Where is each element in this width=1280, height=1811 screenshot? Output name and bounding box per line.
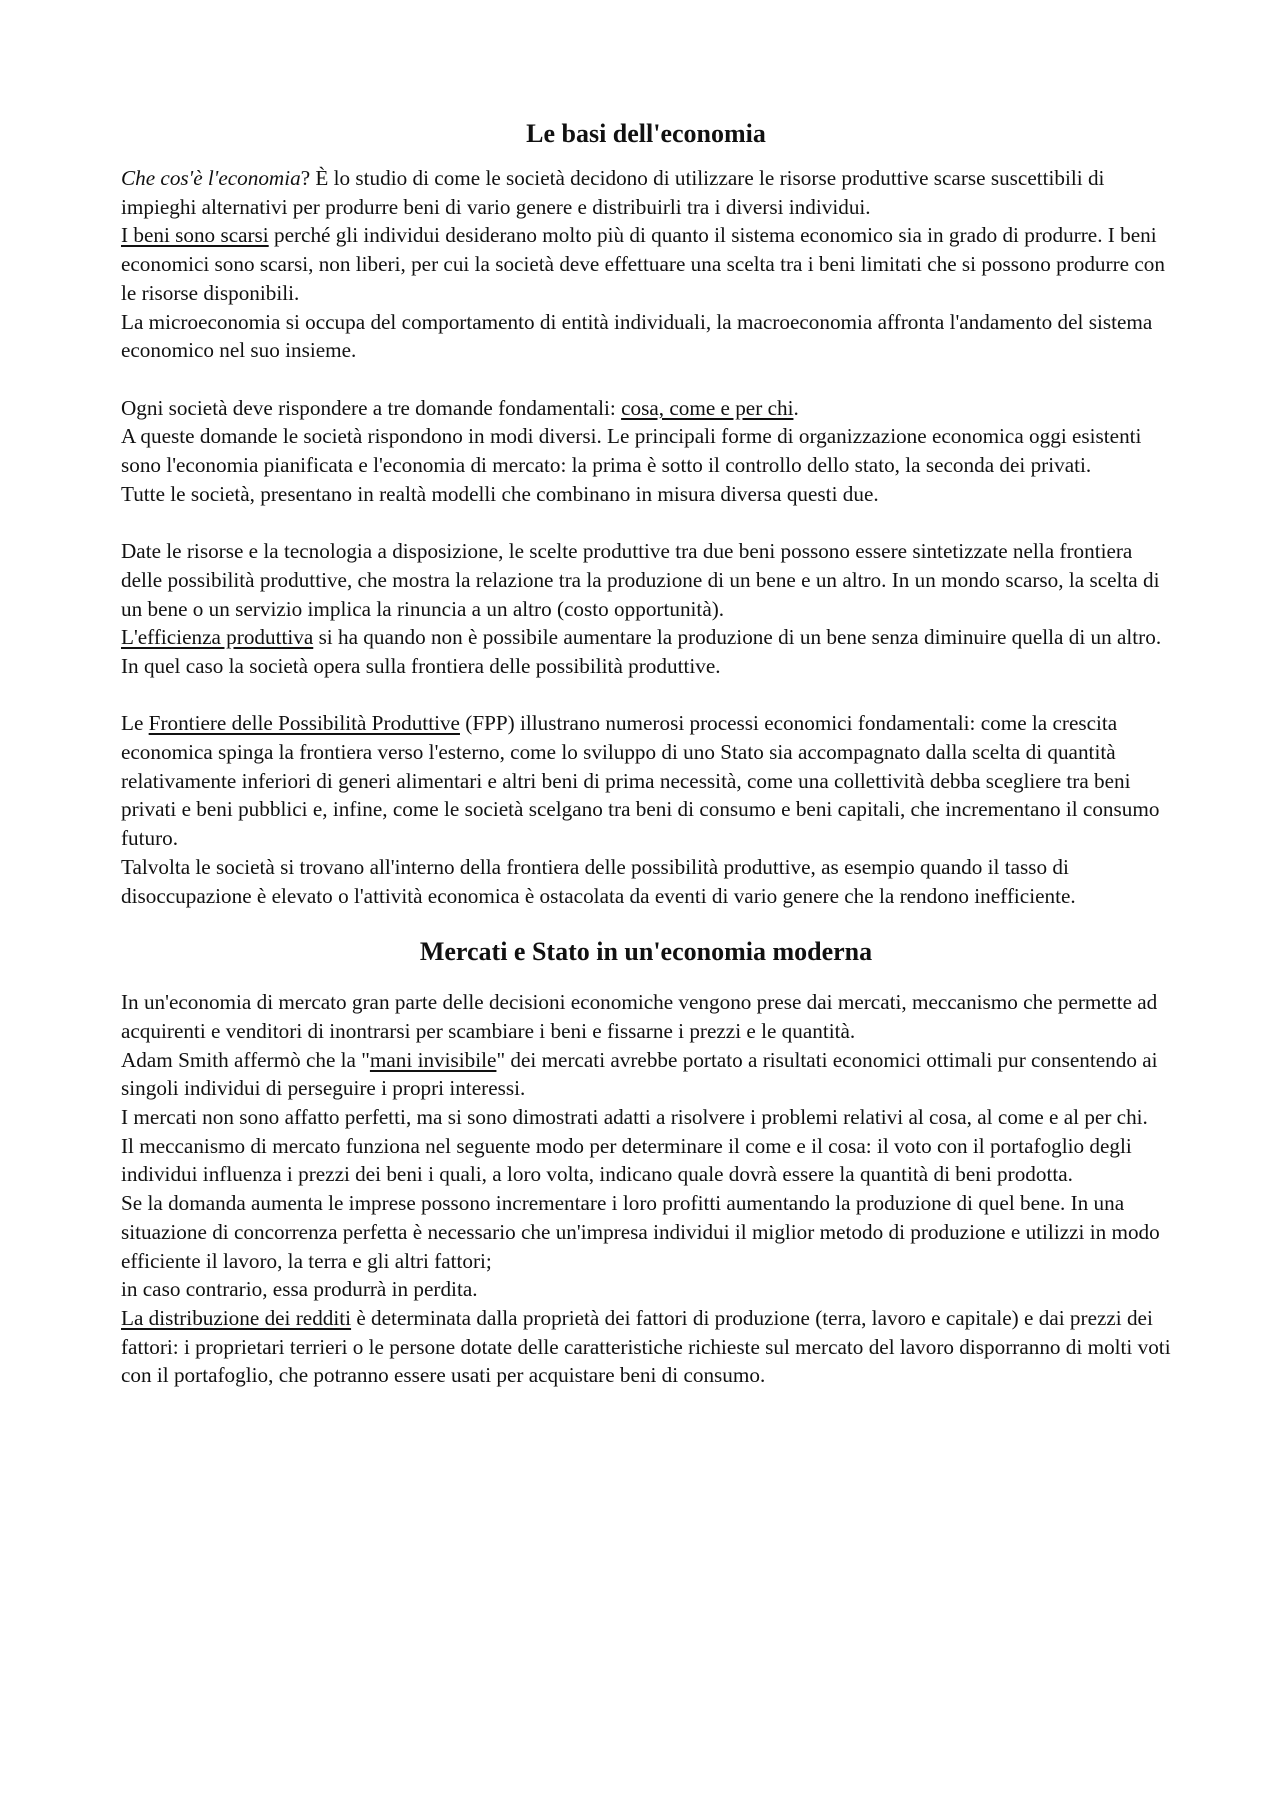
paragraph-income-distribution bbox=[121, 1304, 1171, 1390]
spacer bbox=[121, 365, 1171, 394]
paragraph-text: (FPP) illustrano numerosi processi economici fondamentali: come la crescita economica spinga la frontiera verso l'esterno, come lo sviluppo di uno Stato sia accompagnato dalla scelta di quantità relativamente inferiori di generi alimentari e altri beni di prima necessità, come una collettività debba scegliere tra beni privati e beni pubblici e, infine, come le società scelgano tra beni di consumo e beni capitali, che incrementano il consumo futuro. bbox=[121, 711, 1160, 851]
paragraph-text: " dei mercati avrebbe portato a risultati economici ottimali pur consentendo ai singoli individui di perseguire i propri interessi. bbox=[121, 1047, 1158, 1101]
section-title-mercati: Mercati e Stato in un'economia moderna bbox=[419, 937, 873, 967]
spacer bbox=[121, 681, 1171, 710]
paragraph-definition bbox=[121, 164, 1171, 221]
underlined-term: mani invisibile bbox=[369, 1047, 497, 1072]
paragraph-demand: Se la domanda aumenta le imprese possono incrementare i loro profitti aumentando la produzione di quel bene. In una situazione di concorrenza perfetta è necessario che un'impresa individui il miglior metodo di produzione e utilizzi in modo efficiente il lavoro, la terra e gli altri fattori; bbox=[121, 1191, 1160, 1273]
underlined-term: La distribuzione dei redditi bbox=[121, 1305, 352, 1330]
question-italic: Che cos'è l'economia bbox=[121, 166, 301, 190]
paragraph-imperfect-markets: I mercati non sono affatto perfetti, ma si sono dimostrati adatti a risolvere i problemi relativi al cosa, al come e al per chi. bbox=[121, 1105, 1148, 1130]
underlined-term: Frontiere delle Possibilità Produttive bbox=[148, 711, 460, 736]
paragraph-mixed-models: Tutte le società, presentano in realtà modelli che combinano in misura diversa questi due. bbox=[121, 481, 879, 506]
document-page bbox=[121, 118, 1171, 1390]
section-title-basi: Le basi dell'economia bbox=[526, 119, 766, 148]
spacer bbox=[121, 508, 1171, 537]
paragraph-efficiency bbox=[121, 623, 1171, 680]
paragraph-text: ? È lo studio di come le società decidono di utilizzare le risorse produttive scarse suscettibili di impieghi alternativi per produrre beni di vario genere e distribuirli tra i diversi individui. bbox=[121, 166, 1105, 219]
paragraph-market-mechanism: Il meccanismo di mercato funziona nel seguente modo per determinare il come e il cosa: il voto con il portafoglio degli individui influenza i prezzi dei beni i quali, a loro volta, indicano quale dovrà essere la quantità di beni prodotta. bbox=[121, 1133, 1132, 1187]
paragraph-micro-macro: La microeconomia si occupa del comportamento di entità individuali, la macroeconomia affronta l'andamento del sistema economico nel suo insieme. bbox=[121, 309, 1153, 363]
paragraph-adam-smith bbox=[121, 1046, 1171, 1103]
underlined-term: I beni sono scarsi bbox=[121, 223, 269, 248]
paragraph-text: Ogni società deve rispondere a tre domande fondamentali: bbox=[121, 395, 622, 420]
paragraph-inside-frontier: Talvolta le società si trovano all'interno della frontiera delle possibilità produttive, as esempio quando il tasso di disoccupazione è elevato o l'attività economica è ostacolata da eventi di vario genere che la rendono inefficiente. bbox=[121, 854, 1076, 908]
paragraph-organization: A queste domande le società rispondono in modi diversi. Le principali forme di organizzazione economica oggi esistenti sono l'economia pianificata e l'economia di mercato: la prima è sotto il controllo dello stato, la seconda dei privati. bbox=[121, 424, 1142, 478]
paragraph-text: perché gli individui desiderano molto più di quanto il sistema economico sia in grado di produrre. I beni economici sono scarsi, non liberi, per cui la società deve effettuare una scelta tra i beni limitati che si possono produrre con le risorse disponibili. bbox=[121, 223, 1165, 305]
paragraph-three-questions bbox=[121, 394, 1171, 423]
paragraph-fpp bbox=[121, 709, 1171, 853]
underlined-term: L'efficienza produttiva bbox=[121, 625, 314, 650]
paragraph-scarcity bbox=[121, 221, 1171, 307]
underlined-term: cosa, come e per chi bbox=[621, 395, 794, 420]
paragraph-text: Adam Smith affermò che la " bbox=[121, 1047, 370, 1072]
paragraph-text: si ha quando non è possibile aumentare la produzione di un bene senza diminuire quella di un altro. In quel caso la società opera sulla frontiera delle possibilità produttive. bbox=[121, 625, 1162, 678]
paragraph-market-economy: In un'economia di mercato gran parte delle decisioni economiche vengono prese dai mercati, meccanismo che permette ad acquirenti e venditori di inontrarsi per scambiare i beni e fissarne i prezzi e le quantità. bbox=[121, 990, 1158, 1043]
paragraph-text: Le bbox=[121, 711, 149, 736]
paragraph-frontier: Date le risorse e la tecnologia a disposizione, le scelte produttive tra due beni possono essere sintetizzate nella frontiera delle possibilità produttive, che mostra la relazione tra la produzione di un bene e un altro. In un mondo scarso, la scelta di un bene o un servizio implica la rinuncia a un altro (costo opportunità). bbox=[121, 539, 1160, 621]
paragraph-text: . bbox=[793, 395, 799, 420]
paragraph-text: è determinata dalla proprietà dei fattori di produzione (terra, lavoro e capitale) e dai prezzi dei fattori: i proprietari terrieri o le persone dotate delle caratteristiche richieste sul mercato del lavoro disporranno di molti voti con il portafoglio, che potranno essere usati per acquistare beni di consumo. bbox=[121, 1305, 1171, 1388]
paragraph-loss: in caso contrario, essa produrrà in perdita. bbox=[121, 1277, 478, 1302]
